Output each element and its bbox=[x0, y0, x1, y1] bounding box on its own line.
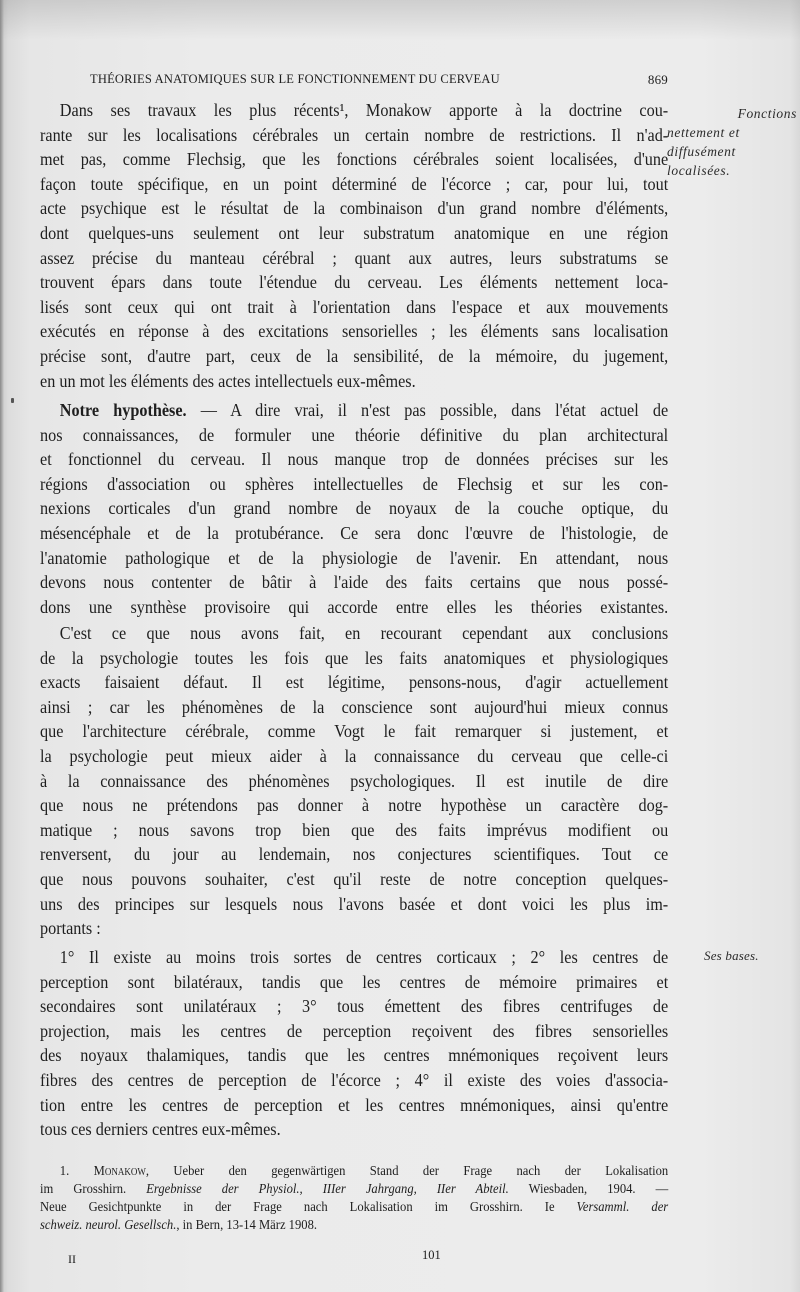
text-line: lisés sont ceux qui ont trait à l'orientation dans l'espace et aux mouvements bbox=[40, 296, 669, 317]
text-line: exécutés en réponse à des excitations sensorielles ; les éléments sans localisation bbox=[40, 321, 669, 342]
text-fragment: — A dire vrai, il n'est pas possible, dans l'état actuel de bbox=[186, 400, 669, 420]
margin-note-ses-bases: Ses bases. bbox=[704, 948, 759, 963]
text-line: acte psychique est le résultat de la combinaison d'un grand nombre d'éléments, bbox=[40, 198, 669, 219]
text-line: mésencéphale et de la protubérance. Ce sera donc l'œuvre de l'histologie, de bbox=[40, 522, 669, 543]
text-line: met pas, comme Flechsig, que les fonctions cérébrales soient localisées, d'une bbox=[40, 149, 669, 170]
footnote-line bbox=[40, 1181, 668, 1199]
text-line: secondaires sont unilatéraux ; 3° tous émettent des fibres centrifuges de bbox=[40, 996, 669, 1017]
text-line: de la psychologie toutes les fois que les faits anatomiques et physiologiques bbox=[40, 647, 669, 668]
text-line: perception sont bilatéraux, tandis que les centres de mémoire primaires et bbox=[40, 971, 669, 992]
text-line: régions d'association ou sphères intellectuelles de Flechsig et sur les con- bbox=[40, 473, 669, 494]
footnote-1 bbox=[40, 1163, 668, 1235]
text-line: l'anatomie pathologique et de la physiologie de l'avenir. En attendant, nous bbox=[40, 547, 669, 568]
text-line: devons nous contenter de bâtir à l'aide des faits certains que nous possé- bbox=[40, 572, 669, 593]
text-line bbox=[40, 398, 668, 423]
text-line: précise sont, d'autre part, ceux de la sensibilité, de la mémoire, du jugement, bbox=[40, 345, 669, 366]
citation-title: Ergebnisse der Physiol., IIIer Jahrgang, IIer Abteil. bbox=[146, 1182, 509, 1197]
running-head bbox=[90, 72, 668, 88]
margin-note-line: Fonctions bbox=[737, 106, 797, 121]
text-fragment: Neue Gesichtpunkte in der Frage nach Lokalisation im Grosshirn. Ie bbox=[40, 1200, 577, 1215]
ink-speck bbox=[11, 398, 14, 403]
text-line: projection, mais les centres de perception reçoivent des fibres sensorielles bbox=[40, 1020, 669, 1041]
text-line: façon toute spécifique, en un point déterminé de l'écorce ; car, pour lui, tout bbox=[40, 173, 669, 194]
paragraph-cest-ce-que bbox=[40, 621, 668, 941]
text-line: en un mot les éléments des actes intellectuels eux-mêmes. bbox=[40, 370, 416, 391]
text-line: la psychologie peut mieux aider à la connaissance du cerveau que celle-ci bbox=[40, 745, 669, 766]
text-line: que l'architecture cérébrale, comme Vogt le fait remarquer si justement, et bbox=[40, 721, 669, 742]
text-line: rante sur les localisations cérébrales un certain nombre de restrictions. Il n'ad- bbox=[40, 124, 669, 145]
margin-note-fonctions bbox=[663, 104, 797, 180]
margin-note-line: nettement et bbox=[667, 125, 740, 140]
text-line: dons une synthèse provisoire qui accorde entre elles les théories existantes. bbox=[40, 596, 669, 617]
paragraph-monakow bbox=[40, 98, 668, 393]
text-line: que nous ne prétendons pas donner à notre hypothèse un caractère dog- bbox=[40, 795, 669, 816]
text-line: à la connaissance des phénomènes psychologiques. Il est inutile de dire bbox=[40, 770, 669, 791]
paragraph-notre-hypothese bbox=[40, 398, 668, 619]
text-line: nexions corticales d'un grand nombre de noyaux de la couche optique, du bbox=[40, 498, 669, 519]
scan-top-shadow bbox=[0, 0, 800, 40]
text-line: fibres des centres de perception de l'écorce ; 4° il existe des voies d'associa- bbox=[40, 1069, 669, 1090]
footnote-line bbox=[40, 1199, 668, 1217]
text-line: exacts faisaient défaut. Il est légitime, pensons-nous, d'agir actuellement bbox=[40, 672, 669, 693]
footnote-author: Monakow bbox=[93, 1164, 146, 1179]
text-line: Dans ses travaux les plus récents¹, Monakow apporte à la doctrine cou- bbox=[59, 100, 669, 120]
signature-mark: II bbox=[68, 1252, 76, 1266]
text-line: 1° Il existe au moins trois sortes de centres corticaux ; 2° les centres de bbox=[59, 947, 669, 967]
text-line: matique ; nous savons trop bien que des faits imprévus modifient ou bbox=[40, 819, 669, 840]
scan-left-edge bbox=[0, 0, 4, 1292]
footnote-line bbox=[40, 1217, 668, 1235]
text-line: nos connaissances, de formuler une théorie définitive du plan architectural bbox=[40, 424, 669, 445]
text-line: et fonctionnel du cerveau. Il nous manque trop de données précises sur les bbox=[40, 449, 669, 470]
text-line: tion entre les centres de perception et les centres mnémoniques, ainsi qu'entre bbox=[40, 1094, 669, 1115]
margin-note-line: diffusément bbox=[667, 144, 736, 159]
text-line: dont quelques-uns seulement ont leur substratum anatomique en une région bbox=[40, 222, 669, 243]
section-heading-notre-hypothese: Notre hypothèse. bbox=[59, 400, 187, 420]
sheet-number: 101 bbox=[422, 1248, 441, 1262]
text-line: ainsi ; car les phénomènes de la conscience sont aujourd'hui mieux connus bbox=[40, 696, 669, 717]
citation-title: Versamml. der bbox=[576, 1200, 669, 1215]
text-line: trouvent épars dans toute l'étendue du cerveau. Les éléments nettement loca- bbox=[40, 272, 669, 293]
paragraph-principes bbox=[40, 945, 668, 1142]
text-line: assez précise du manteau cérébral ; quant aux autres, leurs substratums se bbox=[40, 247, 669, 268]
citation-title: schweiz. neurol. Gesellsch. bbox=[40, 1218, 177, 1233]
page-number: 869 bbox=[647, 72, 668, 87]
margin-note-line: localisées. bbox=[667, 163, 731, 178]
text-line: renversent, du jour au lendemain, nos conjectures scientifiques. Tout ce bbox=[40, 844, 669, 865]
text-line: que nous pouvons souhaiter, c'est qu'il reste de notre conception quelques- bbox=[40, 868, 669, 889]
text-line: portants : bbox=[40, 918, 101, 939]
running-title: THÉORIES ANATOMIQUES SUR LE FONCTIONNEMENT DU CERVEAU bbox=[90, 72, 500, 86]
footnote-line bbox=[40, 1163, 668, 1181]
text-line: uns des principes sur lesquels nous l'avons basée et dont voici les plus im- bbox=[40, 893, 669, 914]
text-line: tous ces derniers centres eux-mêmes. bbox=[40, 1119, 281, 1140]
text-line: C'est ce que nous avons fait, en recourant cependant aux conclusions bbox=[59, 623, 669, 643]
footnote-marker: 1. bbox=[59, 1164, 70, 1179]
text-line: des noyaux thalamiques, tandis que les centres mnémoniques reçoivent leurs bbox=[40, 1045, 669, 1066]
text-fragment: Wiesbaden, 1904. — bbox=[508, 1182, 669, 1197]
text-fragment: , Ueber den gegenwärtigen Stand der Frage nach der Lokalisation bbox=[145, 1164, 669, 1179]
text-fragment: , in Bern, 13-14 März 1908. bbox=[176, 1218, 318, 1233]
text-fragment: im Grosshirn. bbox=[40, 1182, 147, 1197]
